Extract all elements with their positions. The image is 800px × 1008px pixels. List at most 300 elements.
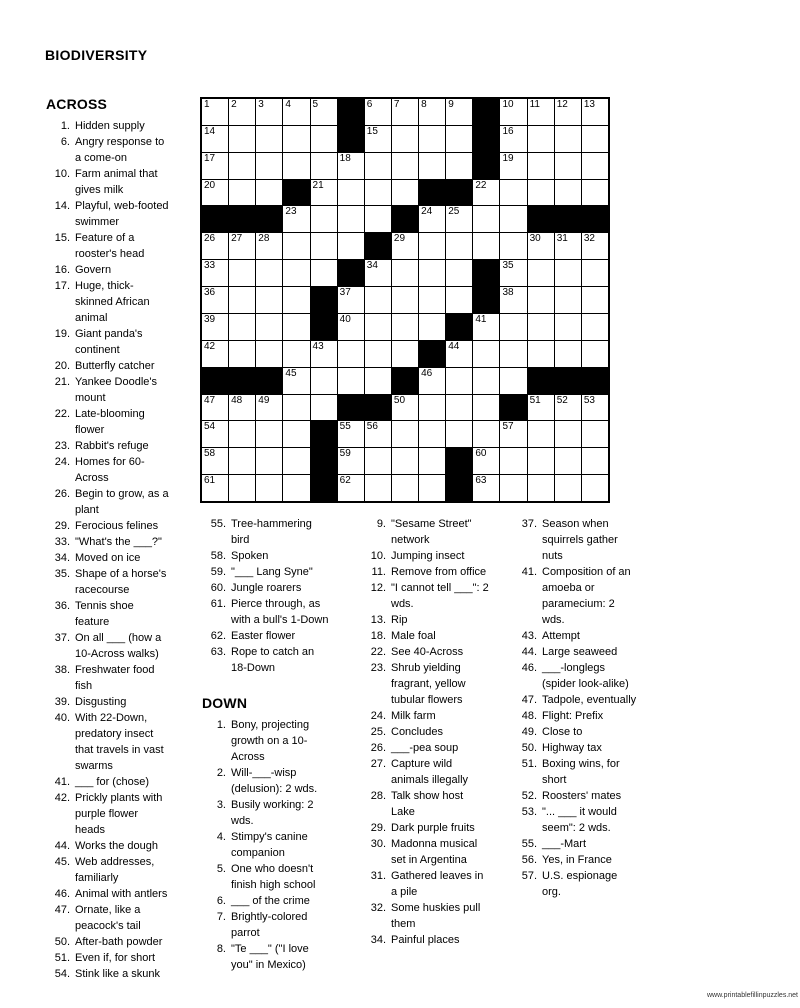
clue-down-23 [360, 660, 520, 708]
grid-cell [365, 341, 391, 367]
clue-text: Rip [391, 614, 408, 626]
clue-text: Boxing wins, for short [542, 758, 620, 786]
grid-cell [338, 233, 364, 259]
grid-cell [419, 99, 445, 125]
grid-cell [256, 421, 282, 447]
clue-text: "Sesame Street" network [391, 518, 472, 546]
grid-cell [365, 260, 391, 286]
grid-cell [229, 287, 255, 313]
grid-cell [311, 260, 337, 286]
clue-number: 41. [54, 776, 70, 788]
clue-number: 11. [371, 566, 386, 578]
clue-down-43 [511, 628, 661, 644]
grid-cell [338, 206, 364, 232]
cell-number: 43 [312, 340, 324, 352]
clue-text: Yankee Doodle's mount [75, 376, 158, 404]
clue-text: Dark purple fruits [391, 822, 475, 834]
grid-cell [311, 206, 337, 232]
grid-cell [365, 206, 391, 232]
clue-text: Late-blooming flower [75, 408, 145, 436]
grid-cell [229, 99, 255, 125]
black-cell [338, 395, 364, 421]
clue-number: 43. [521, 630, 537, 642]
clue-text: Spoken [231, 550, 269, 562]
clue-number: 12. [370, 582, 386, 594]
clue-number: 15. [54, 232, 70, 244]
puzzle-title: BIODIVERSITY [45, 47, 148, 63]
black-cell [528, 368, 554, 394]
clue-text: Moved on ice [75, 552, 141, 564]
grid-cell [229, 260, 255, 286]
clue-number: 23. [54, 440, 70, 452]
clue-down-28 [360, 788, 520, 820]
clue-text: Busily working: 2 wds. [231, 799, 314, 827]
clue-number: 62. [210, 630, 226, 642]
cell-number: 54 [204, 421, 216, 433]
crossword-grid [200, 97, 610, 503]
grid-cell [555, 126, 581, 152]
grid-cell [256, 99, 282, 125]
clue-text: Close to [542, 726, 583, 738]
black-cell [202, 206, 228, 232]
clue-number: 5. [216, 863, 226, 875]
grid-cell [500, 368, 526, 394]
clue-text: Male foal [391, 630, 436, 642]
grid-cell [500, 153, 526, 179]
clue-text: Flight: Prefix [542, 710, 604, 722]
clue-number: 2. [216, 767, 226, 779]
clue-across-42 [44, 790, 204, 838]
clue-number: 24. [54, 456, 70, 468]
clues-column-2 [200, 516, 360, 973]
clue-down-51 [511, 756, 661, 788]
grid-cell [500, 341, 526, 367]
grid-cell [555, 395, 581, 421]
clue-across-29 [44, 518, 204, 534]
grid-cell [392, 395, 418, 421]
grid-cell [202, 341, 228, 367]
clue-text: "___ Lang Syne" [231, 566, 313, 578]
clue-text: Butterfly catcher [75, 360, 155, 372]
clue-across-61 [200, 596, 360, 628]
clue-text: See 40-Across [391, 646, 464, 658]
grid-cell [229, 126, 255, 152]
clue-across-37 [44, 630, 204, 662]
grid-cell [446, 206, 472, 232]
clue-number: 54. [54, 968, 70, 980]
clue-down-29 [360, 820, 520, 836]
clue-down-34 [360, 932, 520, 948]
grid-cell [446, 341, 472, 367]
clue-number: 8. [216, 943, 226, 955]
grid-cell [392, 341, 418, 367]
clue-number: 23. [370, 662, 386, 674]
grid-cell [365, 180, 391, 206]
cell-number: 14 [204, 125, 216, 137]
clue-text: U.S. espionage org. [542, 870, 618, 898]
grid-cell [392, 448, 418, 474]
clue-down-32 [360, 900, 520, 932]
grid-cell [283, 421, 309, 447]
clue-across-20 [44, 358, 204, 374]
black-cell [311, 421, 337, 447]
clue-text: Yes, in France [542, 854, 612, 866]
clue-number: 18. [370, 630, 386, 642]
clue-text: Capture wild animals illegally [391, 758, 469, 786]
black-cell [365, 395, 391, 421]
clue-number: 16. [54, 264, 70, 276]
clue-number: 20. [54, 360, 70, 372]
cell-number: 57 [502, 421, 514, 433]
grid-cell [555, 287, 581, 313]
clue-down-30 [360, 836, 520, 868]
grid-cell [338, 368, 364, 394]
grid-cell [419, 448, 445, 474]
cell-number: 23 [285, 206, 297, 218]
cell-number: 61 [204, 475, 216, 487]
cell-number: 29 [393, 233, 406, 245]
grid-cell [555, 448, 581, 474]
clue-text: Freshwater food fish [75, 664, 155, 692]
black-cell [338, 126, 364, 152]
grid-cell [582, 341, 608, 367]
grid-cell [446, 287, 472, 313]
grid-cell [256, 126, 282, 152]
black-cell [283, 180, 309, 206]
grid-cell [229, 233, 255, 259]
clue-text: Rabbit's refuge [75, 440, 149, 452]
black-cell [338, 99, 364, 125]
cell-number: 32 [583, 233, 595, 245]
clue-down-55 [511, 836, 661, 852]
grid-cell [365, 153, 391, 179]
watermark-url: www.printablefillinpuzzles.net [706, 992, 798, 999]
clue-number: 1. [216, 719, 226, 731]
clue-number: 10. [370, 550, 386, 562]
clue-number: 46. [54, 888, 70, 900]
grid-cell [365, 475, 391, 501]
clue-number: 27. [370, 758, 386, 770]
grid-cell [419, 421, 445, 447]
clue-text: Tree-hammering bird [231, 518, 312, 546]
grid-cell [256, 341, 282, 367]
clue-number: 30. [370, 838, 386, 850]
clue-text: Stimpy's canine companion [231, 831, 308, 859]
clue-text: Farm animal that gives milk [75, 168, 158, 196]
grid-cell [555, 421, 581, 447]
clue-down-53 [511, 804, 661, 836]
grid-cell [202, 395, 228, 421]
clue-text: Tadpole, eventually [542, 694, 637, 706]
cell-number: 6 [366, 99, 373, 110]
grid-cell [500, 206, 526, 232]
clue-across-51 [44, 950, 204, 966]
grid-cell [256, 395, 282, 421]
grid-cell [392, 99, 418, 125]
grid-cell [528, 233, 554, 259]
clue-across-34 [44, 550, 204, 566]
clue-number: 14. [54, 200, 70, 212]
cell-number: 5 [312, 99, 319, 110]
grid-cell [582, 287, 608, 313]
clue-across-55 [200, 516, 360, 548]
clue-text: Govern [75, 264, 112, 276]
grid-cell [229, 180, 255, 206]
clue-number: 7. [216, 911, 226, 923]
black-cell [256, 206, 282, 232]
grid-cell [202, 180, 228, 206]
black-cell [446, 448, 472, 474]
clue-text: Milk farm [391, 710, 436, 722]
cell-number: 38 [502, 287, 514, 299]
cell-number: 42 [204, 340, 216, 352]
clue-number: 33. [54, 536, 70, 548]
clue-number: 47. [54, 904, 70, 916]
clues-column-4 [511, 516, 661, 900]
black-cell [473, 260, 499, 286]
clue-across-23 [44, 438, 204, 454]
clue-across-41 [44, 774, 204, 790]
clue-text: Angry response to a come-on [75, 136, 165, 164]
grid-cell [582, 421, 608, 447]
cell-number: 46 [421, 367, 433, 379]
clue-down-7 [200, 909, 360, 941]
clue-number: 31. [370, 870, 386, 882]
clue-text: Playful, web-footed swimmer [75, 200, 169, 228]
cell-number: 33 [204, 260, 216, 272]
cell-number: 40 [339, 313, 351, 325]
clue-text: "I cannot tell ___": 2 wds. [391, 582, 489, 610]
clue-text: One who doesn't finish high school [231, 863, 316, 891]
black-cell [555, 368, 581, 394]
clue-number: 6. [60, 136, 70, 148]
clue-across-46 [44, 886, 204, 902]
clue-number: 35. [54, 568, 70, 580]
grid-cell [500, 287, 526, 313]
cell-number: 2 [231, 99, 237, 110]
grid-cell [582, 448, 608, 474]
clue-number: 49. [521, 726, 537, 738]
clue-across-1 [44, 118, 204, 134]
clue-across-35 [44, 566, 204, 598]
grid-cell [283, 314, 309, 340]
grid-cell [473, 368, 499, 394]
cell-number: 22 [475, 179, 487, 191]
black-cell [582, 206, 608, 232]
down-header: DOWN [202, 695, 248, 711]
grid-cell [446, 395, 472, 421]
grid-cell [528, 153, 554, 179]
grid-cell [392, 126, 418, 152]
grid-cell [338, 314, 364, 340]
grid-cell [202, 421, 228, 447]
cell-number: 3 [258, 99, 264, 110]
cell-number: 37 [339, 287, 351, 299]
clue-across-63 [200, 644, 360, 676]
clue-number: 25. [370, 726, 386, 738]
grid-cell [338, 421, 364, 447]
clue-across-36 [44, 598, 204, 630]
clue-number: 17. [54, 280, 70, 292]
black-cell [256, 368, 282, 394]
clue-across-50 [44, 934, 204, 950]
cell-number: 27 [231, 233, 243, 245]
clue-down-49 [511, 724, 661, 740]
clue-across-33 [44, 534, 204, 550]
grid-cell [338, 180, 364, 206]
grid-cell [392, 475, 418, 501]
clue-number: 55. [521, 838, 537, 850]
clue-text: Highway tax [542, 742, 602, 754]
clue-number: 6. [216, 895, 226, 907]
black-cell [311, 448, 337, 474]
clue-text: Huge, thick-skinned African animal [75, 280, 150, 324]
clue-down-31 [360, 868, 520, 900]
clue-text: ___-Mart [542, 838, 587, 850]
clue-text: Bony, projecting growth on a 10-Across [231, 719, 310, 763]
black-cell [555, 206, 581, 232]
clue-text: Jungle roarers [231, 582, 302, 594]
grid-cell [229, 341, 255, 367]
clue-number: 53. [521, 806, 537, 818]
clue-text: Disgusting [75, 696, 127, 708]
clue-number: 59. [210, 566, 226, 578]
cell-number: 18 [339, 152, 351, 164]
clue-number: 9. [376, 518, 386, 530]
clue-number: 3. [216, 799, 226, 811]
grid-cell [202, 153, 228, 179]
grid-cell [555, 314, 581, 340]
cell-number: 59 [339, 448, 351, 460]
clue-number: 22. [370, 646, 386, 658]
grid-cell [311, 233, 337, 259]
grid-cell [500, 99, 526, 125]
clue-number: 36. [54, 600, 70, 612]
clue-text: Web addresses, familiarly [75, 856, 155, 884]
clue-down-18 [360, 628, 520, 644]
grid-cell [365, 314, 391, 340]
clue-text: ___-pea soup [391, 742, 459, 754]
across-header: ACROSS [46, 96, 108, 112]
clue-across-54 [44, 966, 204, 982]
grid-cell [202, 99, 228, 125]
grid-cell [256, 233, 282, 259]
grid-cell [419, 287, 445, 313]
clue-down-5 [200, 861, 360, 893]
grid-cell [202, 126, 228, 152]
clue-across-24 [44, 454, 204, 486]
grid-cell [283, 99, 309, 125]
clue-text: Rope to catch an 18-Down [231, 646, 315, 674]
clue-text: Begin to grow, as a plant [75, 488, 169, 516]
grid-cell [582, 314, 608, 340]
grid-cell [365, 287, 391, 313]
cell-number: 45 [285, 367, 297, 379]
cell-number: 19 [502, 152, 514, 164]
clue-text: "What's the ___?" [75, 536, 162, 548]
black-cell [229, 368, 255, 394]
clue-text: Remove from office [391, 566, 487, 578]
clue-text: Brightly-colored parrot [231, 911, 308, 939]
grid-cell [446, 99, 472, 125]
clue-down-27 [360, 756, 520, 788]
clue-down-13 [360, 612, 520, 628]
clue-down-48 [511, 708, 661, 724]
clue-text: Hidden supply [75, 120, 145, 132]
clue-across-10 [44, 166, 204, 198]
grid-cell [283, 448, 309, 474]
grid-cell [555, 341, 581, 367]
grid-cell [338, 153, 364, 179]
grid-cell [283, 341, 309, 367]
grid-cell [555, 475, 581, 501]
clue-number: 48. [521, 710, 537, 722]
clue-down-11 [360, 564, 520, 580]
clue-text: "... ___ it would seem": 2 wds. [542, 806, 617, 834]
clue-text: Shape of a horse's racecourse [75, 568, 167, 596]
cell-number: 8 [421, 99, 427, 110]
clue-text: Animal with antlers [75, 888, 168, 900]
clue-down-25 [360, 724, 520, 740]
clue-down-3 [200, 797, 360, 829]
clue-number: 51. [521, 758, 537, 770]
black-cell [419, 180, 445, 206]
black-cell [311, 287, 337, 313]
grid-cell [202, 448, 228, 474]
clue-across-16 [44, 262, 204, 278]
grid-cell [229, 395, 255, 421]
grid-cell [283, 368, 309, 394]
clue-number: 26. [54, 488, 70, 500]
grid-cell [229, 153, 255, 179]
clue-number: 50. [54, 936, 70, 948]
black-cell [311, 314, 337, 340]
clue-text: Large seaweed [542, 646, 618, 658]
clues-column-1 [44, 97, 204, 982]
grid-cell [419, 206, 445, 232]
grid-cell [555, 99, 581, 125]
clue-text: Prickly plants with purple flower heads [75, 792, 163, 836]
grid-cell [582, 233, 608, 259]
grid-cell [256, 260, 282, 286]
grid-cell [256, 180, 282, 206]
grid-cell [365, 368, 391, 394]
grid-cell [229, 475, 255, 501]
clue-number: 52. [521, 790, 537, 802]
clue-text: On all ___ (how a 10-Across walks) [75, 632, 162, 660]
clue-down-56 [511, 852, 661, 868]
cell-number: 26 [204, 233, 216, 245]
clue-text: Easter flower [231, 630, 296, 642]
black-cell [582, 368, 608, 394]
grid-cell [500, 260, 526, 286]
clue-text: Feature of a rooster's head [75, 232, 145, 260]
black-cell [229, 206, 255, 232]
black-cell [311, 475, 337, 501]
cell-number: 63 [475, 475, 487, 487]
clue-across-6 [44, 134, 204, 166]
black-cell [392, 206, 418, 232]
grid-cell [500, 126, 526, 152]
grid-cell [582, 99, 608, 125]
cell-number: 55 [339, 421, 351, 433]
grid-cell [528, 395, 554, 421]
clue-number: 29. [370, 822, 386, 834]
grid-cell [528, 475, 554, 501]
grid-cell [419, 395, 445, 421]
grid-cell [446, 126, 472, 152]
black-cell [392, 368, 418, 394]
